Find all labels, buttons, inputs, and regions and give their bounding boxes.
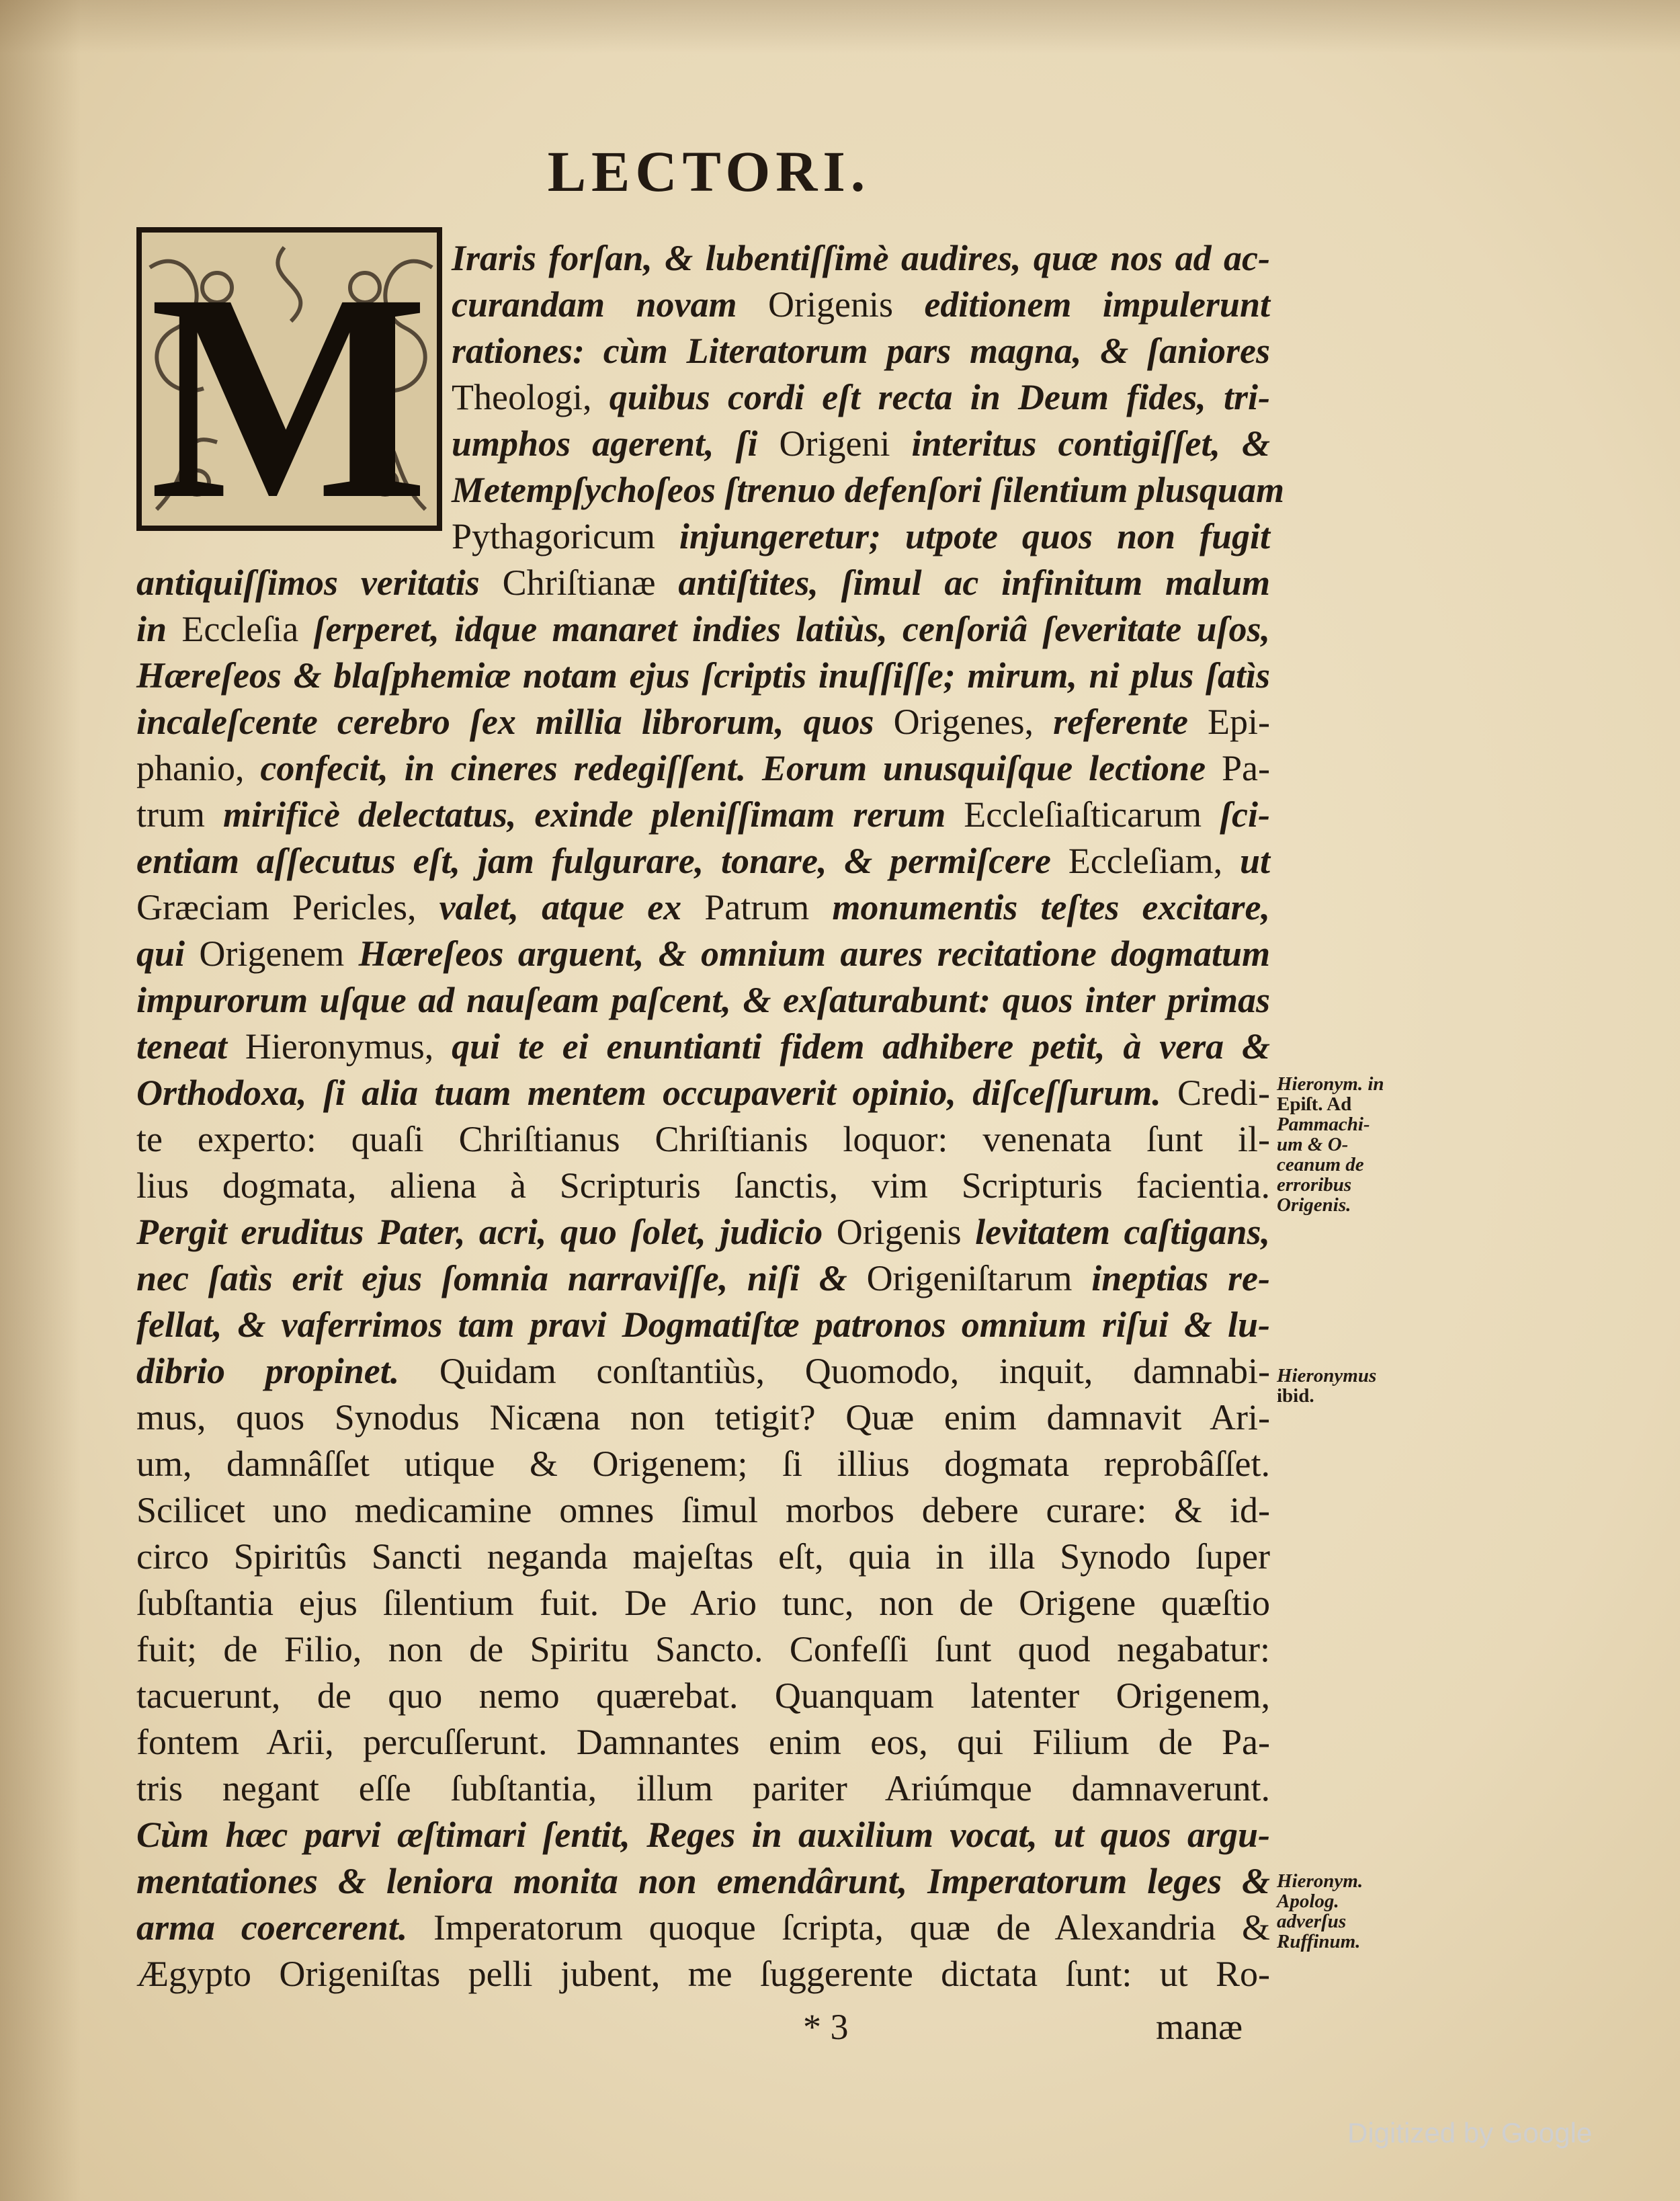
roman-segment: tacuerunt, de quo nemo quærebat. Quanquam latenter Origenem, <box>136 1675 1270 1716</box>
italic-segment: teneat <box>136 1026 245 1067</box>
italic-segment: incaleſcente cerebro ſex millia librorum, quos <box>136 702 894 742</box>
roman-segment: Eccleſia <box>181 609 314 649</box>
margin-note-line: um & O- <box>1277 1134 1349 1155</box>
text-line <box>136 931 1270 977</box>
italic-segment: fellat, & vaferrimos tam pravi Dogmatiſtæ patronos omnium riſui & lu- <box>136 1304 1270 1345</box>
roman-segment: Patrum <box>704 887 833 927</box>
roman-segment: Origenis <box>768 284 925 325</box>
text-line <box>136 560 1270 606</box>
italic-segment: mentationes & leniora monita non emendârunt, Imperatorum leges & <box>136 1861 1270 1901</box>
roman-segment: ſubſtantia ejus ſilentium fuit. De Ario tunc, non de Origene quæſtio <box>136 1583 1270 1623</box>
italic-segment: qui te ei enuntianti fidem adhibere petit, à vera & <box>452 1026 1270 1067</box>
italic-segment: monumentis teſtes excitare, <box>832 887 1270 927</box>
roman-segment: tris negant eſſe ſubſtantia, illum pariter Ariúmque damnaverunt. <box>136 1768 1270 1809</box>
margin-note-line: Hieronymus <box>1277 1365 1377 1386</box>
text-line <box>452 235 1270 282</box>
text-line <box>136 977 1270 1024</box>
roman-segment: lius dogmata, aliena à Scripturis ſanctis, vim Scripturis facientia. <box>136 1165 1270 1206</box>
text-line <box>452 421 1270 467</box>
italic-segment: ut <box>1239 841 1270 881</box>
roman-segment: mus, quos Synodus Nicæna non tetigit? Quæ enim damnavit Ari- <box>136 1397 1270 1438</box>
text-line <box>136 1719 1270 1766</box>
margin-note-line: Origenis. <box>1277 1194 1351 1216</box>
text-line <box>136 699 1270 745</box>
italic-segment: Hæreſeos & blaſphemiæ notam ejus ſcriptis inuſſiſſe; mirum, ni plus ſatìs <box>136 655 1270 696</box>
margin-note-line: erroribus <box>1277 1174 1352 1196</box>
roman-segment: Origenem <box>199 933 359 974</box>
margin-note <box>1277 1871 1363 1952</box>
roman-segment: Scilicet uno medicamine omnes ſimul morbos debere curare: & id- <box>136 1490 1270 1530</box>
text-line <box>136 1951 1270 1997</box>
italic-segment: editionem impulerunt <box>924 284 1270 325</box>
text-line <box>136 884 1270 931</box>
text-line <box>136 653 1270 699</box>
roman-segment: Chriſtianæ <box>502 563 679 603</box>
text-line <box>136 1024 1270 1070</box>
italic-segment: confecit, in cineres redegiſſent. Eorum unusquiſque lectione <box>260 748 1222 788</box>
italic-segment: ineptias re- <box>1091 1258 1270 1298</box>
italic-segment: entiam aſſecutus eſt, jam fulgurare, tonare, & permiſcere <box>136 841 1068 881</box>
drop-cap-letter: M <box>149 233 429 531</box>
italic-segment: Pergit eruditus Pater, acri, quo ſolet, judicio <box>136 1212 837 1252</box>
roman-segment: Theologi, <box>452 377 610 417</box>
text-line <box>452 467 1284 513</box>
roman-segment: Pa- <box>1222 748 1270 788</box>
roman-segment: Eccleſiaſticarum <box>964 794 1220 835</box>
catchword: manæ <box>1156 2007 1243 2047</box>
italic-segment: levitatem caſtigans, <box>975 1212 1271 1252</box>
italic-segment: mirificè delectatus, exinde pleniſſimam rerum <box>222 794 964 835</box>
text-line <box>136 838 1270 884</box>
italic-segment: ſerperet, idque manaret indies latiùs, cenſoriâ ſeveritate uſos, <box>313 609 1270 649</box>
margin-note-line: Epiſt. Ad <box>1277 1093 1352 1115</box>
italic-segment: valet, atque ex <box>439 887 705 927</box>
text-line <box>136 1302 1270 1348</box>
roman-segment: fuit; de Filio, non de Spiritu Sancto. Confeſſi ſunt quod negabatur: <box>136 1629 1270 1669</box>
text-line <box>136 1534 1270 1580</box>
text-line <box>136 1580 1270 1626</box>
roman-segment: Origenes, <box>893 702 1054 742</box>
italic-segment: antiſtites, ſimul ac infinitum malum <box>678 563 1271 603</box>
italic-segment: rationes: cùm Literatorum pars magna, & ſaniores <box>452 331 1270 371</box>
italic-segment: Orthodoxa, ſi alia tuam mentem occupaverit opinio, diſceſſurum. <box>136 1073 1178 1113</box>
text-line <box>452 328 1270 374</box>
text-line <box>136 1255 1270 1302</box>
roman-segment: Quidam conſtantiùs, Quomodo, inquit, damnabi- <box>439 1351 1270 1391</box>
italic-segment: dibrio propinet. <box>136 1351 439 1391</box>
italic-segment: Iraris forſan, & lubentiſſimè audires, quæ nos ad ac- <box>452 238 1270 278</box>
text-line <box>136 1348 1270 1395</box>
margin-note-line: adverſus <box>1277 1911 1347 1932</box>
italic-segment: arma coercerent. <box>136 1907 434 1948</box>
italic-segment: impurorum uſque ad nauſeam paſcent, & exſaturabunt: quos inter primas <box>136 980 1270 1020</box>
roman-segment: Epi- <box>1208 702 1270 742</box>
roman-segment: Origeni <box>779 423 912 464</box>
text-line <box>136 1626 1270 1673</box>
margin-note-line: ibid. <box>1277 1385 1314 1407</box>
italic-segment: curandam novam <box>452 284 768 325</box>
signature-mark: * 3 <box>803 2007 849 2047</box>
text-line <box>136 1766 1270 1812</box>
italic-segment: antiquiſſimos veritatis <box>136 563 503 603</box>
roman-segment: Ægypto Origeniſtas pelli jubent, me ſuggerente dictata ſunt: ut Ro- <box>136 1954 1270 1994</box>
roman-segment: Origeniſtarum <box>866 1258 1092 1298</box>
margin-note <box>1277 1074 1384 1215</box>
roman-segment: phanio, <box>136 748 261 788</box>
margin-note-line: Apolog. <box>1277 1891 1339 1912</box>
text-line <box>136 606 1270 653</box>
text-line <box>136 1209 1270 1255</box>
text-line <box>136 792 1270 838</box>
roman-segment: Hieronymus, <box>245 1026 452 1067</box>
italic-segment: umphos agerent, ſi <box>452 423 780 464</box>
page-top-shadow <box>0 0 1680 54</box>
italic-segment: nec ſatìs erit ejus ſomnia narraviſſe, niſi & <box>136 1258 867 1298</box>
italic-segment: qui <box>136 933 200 974</box>
roman-segment: Eccleſiam, <box>1068 841 1240 881</box>
roman-segment: Origenis <box>836 1212 976 1252</box>
italic-segment: interitus contigiſſet, & <box>911 423 1270 464</box>
margin-note-line: ceanum de <box>1277 1154 1364 1175</box>
italic-segment: ſci- <box>1220 794 1270 835</box>
text-line <box>136 1673 1270 1719</box>
text-line <box>136 745 1270 792</box>
text-line <box>452 282 1270 328</box>
text-line <box>452 513 1270 560</box>
italic-segment: referente <box>1053 702 1208 742</box>
margin-note <box>1277 1366 1376 1406</box>
italic-segment: in <box>136 609 182 649</box>
roman-segment: circo Spiritûs Sancti neganda majeſtas eſt, quia in illa Synodo ſuper <box>136 1536 1270 1577</box>
text-line <box>136 1116 1270 1163</box>
italic-segment: injungeretur; utpote quos non fugit <box>679 516 1270 556</box>
text-line <box>136 1487 1270 1534</box>
roman-segment: te experto: quaſi Chriſtianus Chriſtianis loquor: venenata ſunt il- <box>136 1119 1270 1159</box>
text-line <box>136 1812 1270 1858</box>
roman-segment: um, damnâſſet utique & Origenem; ſi illius dogmata reprobâſſet. <box>136 1444 1270 1484</box>
italic-segment: quibus cordi eſt recta in Deum fides, tri- <box>609 377 1270 417</box>
roman-segment: Pythagoricum <box>452 516 679 556</box>
roman-segment: Imperatorum quoque ſcripta, quæ de Alexandria & <box>433 1907 1271 1948</box>
body-text <box>136 235 1284 1997</box>
roman-segment: Græciam Pericles, <box>136 887 439 927</box>
margin-note-line: Hieronym. <box>1277 1870 1363 1892</box>
roman-segment: fontem Arii, percuſſerunt. Damnantes enim eos, qui Filium de Pa- <box>136 1722 1270 1762</box>
text-line <box>136 1905 1270 1951</box>
italic-segment: Metempſychoſeos ſtrenuo defenſori ſilentium plusquam <box>452 470 1284 510</box>
page-edge-shadow <box>0 0 81 2201</box>
text-line <box>136 1441 1270 1487</box>
italic-segment: Cùm hæc parvi æſtimari ſentit, Reges in auxilium vocat, ut quos argu- <box>136 1815 1270 1855</box>
text-line <box>136 1858 1270 1905</box>
margin-note-line: Pammachi- <box>1277 1114 1370 1135</box>
italic-segment: Hæreſeos arguent, & omnium aures recitatione dogmatum <box>358 933 1270 974</box>
text-line <box>136 1395 1270 1441</box>
roman-segment: Credi- <box>1177 1073 1270 1113</box>
roman-segment: trum <box>136 794 223 835</box>
page-title: LECTORI. <box>547 139 871 204</box>
margin-note-line: Hieronym. in <box>1277 1073 1384 1095</box>
text-line <box>452 374 1270 421</box>
watermark: Digitized by Google <box>1347 2117 1593 2149</box>
margin-note-line: Ruffinum. <box>1277 1931 1361 1952</box>
text-line <box>136 1070 1270 1116</box>
text-line <box>136 1163 1270 1209</box>
